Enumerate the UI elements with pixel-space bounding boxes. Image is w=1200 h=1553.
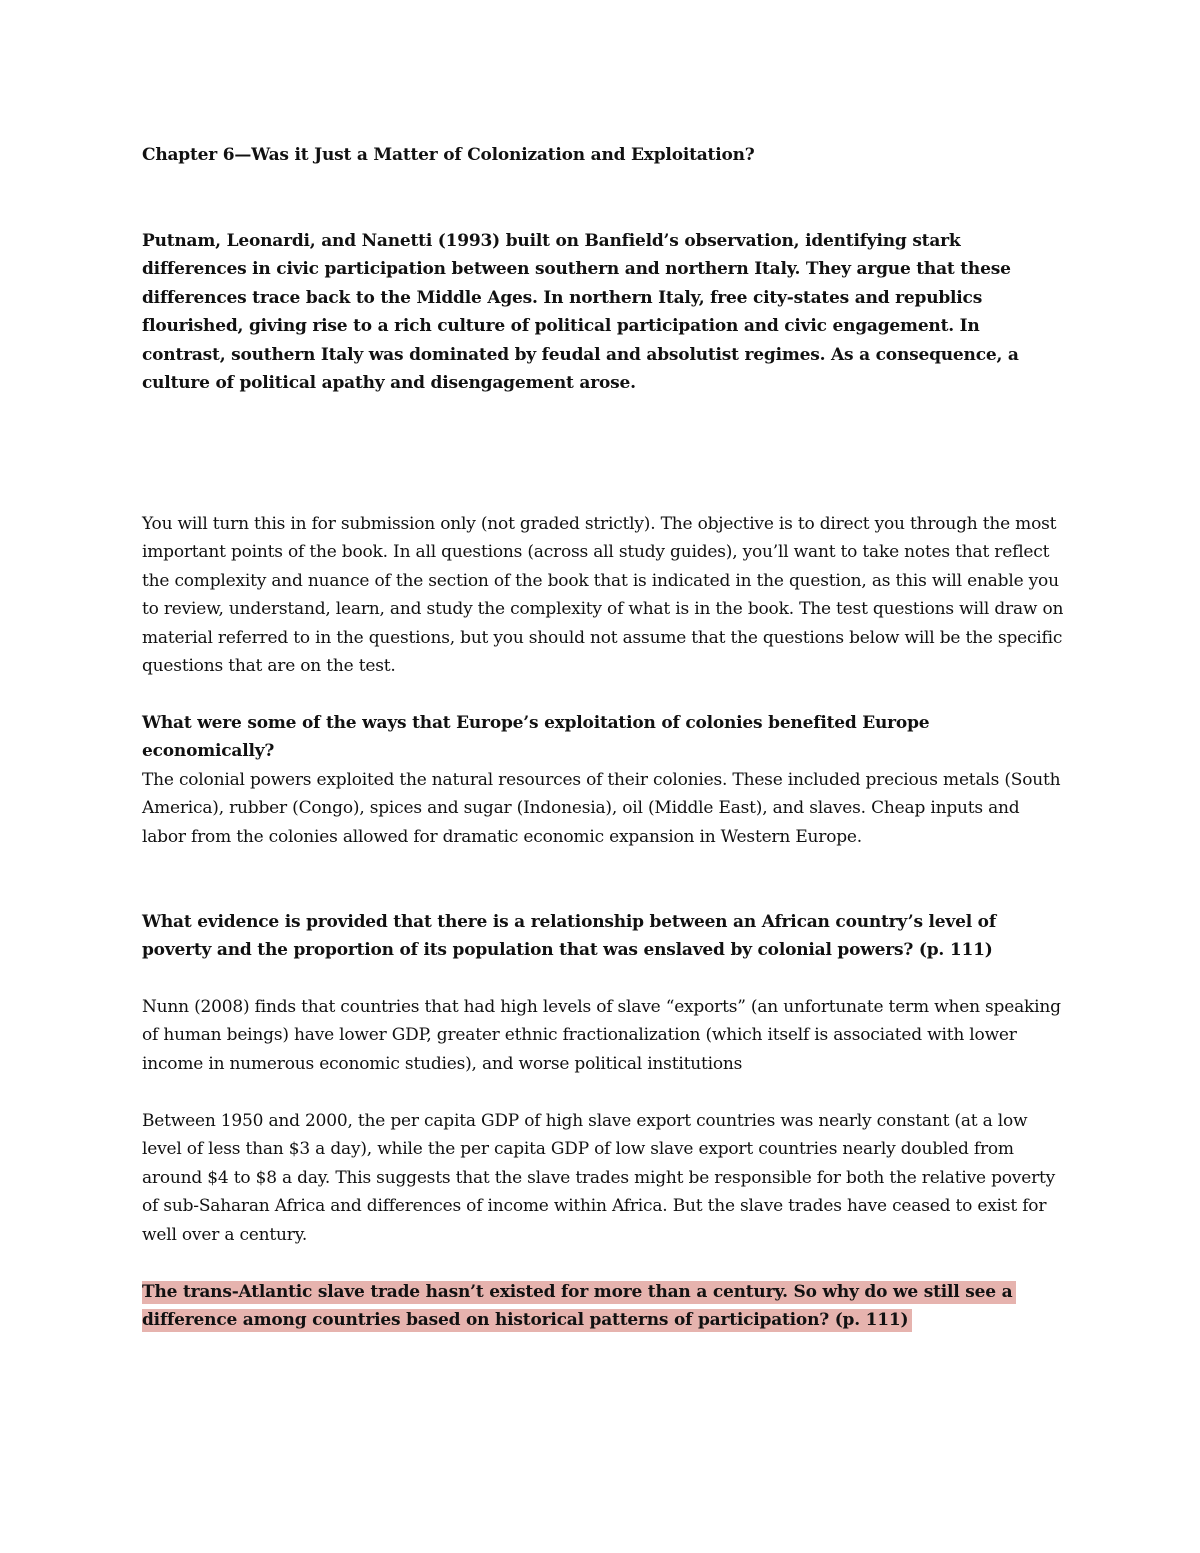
highlighted-question-text: The trans-Atlantic slave trade hasn’t existed for more than a century. So why do we still see a difference among countries based on historical patterns of participation? (p. 111) [142,1281,1016,1332]
answer-1: The colonial powers exploited the natural resources of their colonies. These included precious metals (South America), rubber (Congo), spices and sugar (Indonesia), oil (Middle East), and slaves. Cheap inputs and labor from the colonies allowed for dramatic economic expansion in Western Europe. [142,770,1061,847]
instructions-paragraph: You will turn this in for submission only (not graded strictly). The objective is to direct you through the most important points of the book. In all questions (across all study guides), you’ll want to take notes that reflect the complexity and nuance of the section of the book that is indicated in the question, as this will enable you to review, understand, learn, and study the complexity of what is in the book. The test questions will draw on material referred to in the questions, but you should not assume that the questions below will be the specific questions that are on the test. [142,514,1064,677]
intro-paragraph: Putnam, Leonardi, and Nanetti (1993) built on Banfield’s observation, identifying stark differences in civic participation between southern and northern Italy. They argue that these differences trace back to the Middle Ages. In northern Italy, free city-states and republics flourished, giving rise to a rich culture of political participation and civic engagement. In contrast, southern Italy was dominated by feudal and absolutist regimes. As a consequence, a culture of political apathy and disengagement arose. [142,231,1019,394]
question-3-highlighted [142,1278,1067,1335]
question-2: What evidence is provided that there is a relationship between an African country’s level of poverty and the proportion of its population that was enslaved by colonial powers? (p. 111) [142,912,996,961]
question-1: What were some of the ways that Europe’s exploitation of colonies benefited Europe economically? [142,713,930,762]
answer-2-paragraph-1: Nunn (2008) finds that countries that had high levels of slave “exports” (an unfortunate term when speaking of human beings) have lower GDP, greater ethnic fractionalization (which itself is associated with lower income in numerous economic studies), and worse political institutions [142,997,1061,1074]
answer-2-paragraph-2: Between 1950 and 2000, the per capita GDP of high slave export countries was nearly constant (at a low level of less than $3 a day), while the per capita GDP of low slave export countries nearly doubled from around $4 to $8 a day. This suggests that the slave trades might be responsible for both the relative poverty of sub-Saharan Africa and differences of income within Africa. But the slave trades have ceased to exist for well over a century. [142,1111,1056,1245]
chapter-title: Chapter 6—Was it Just a Matter of Colonization and Exploitation? [142,145,755,165]
